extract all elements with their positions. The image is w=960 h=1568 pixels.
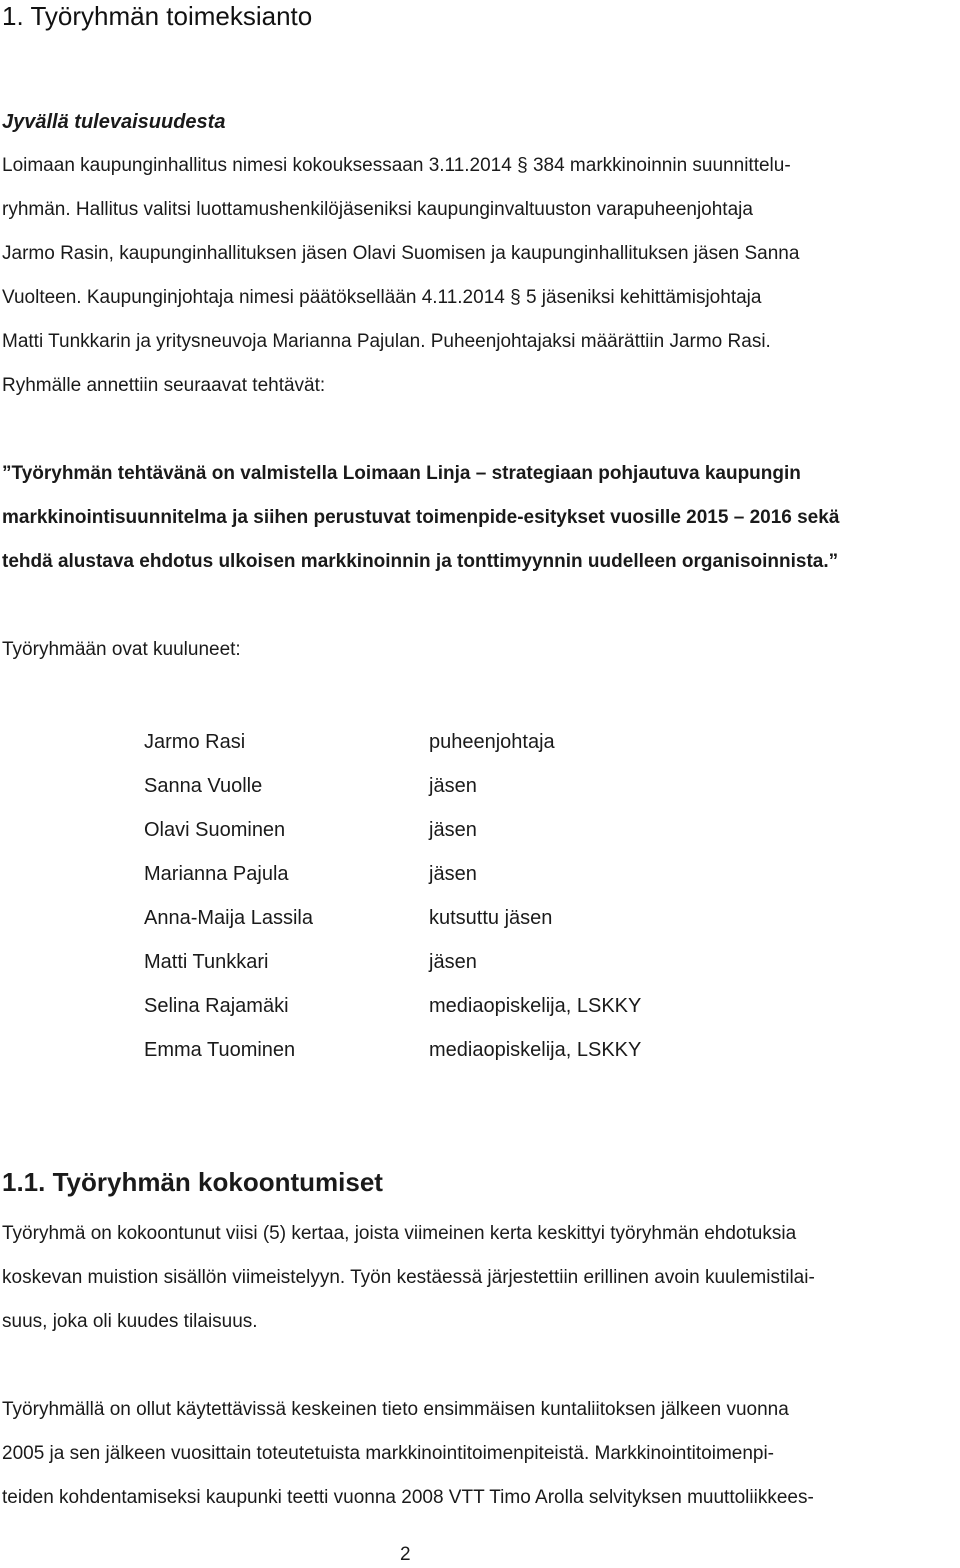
intro-line: ryhmän. Hallitus valitsi luottamushenkilöjäseniksi kaupunginvaltuuston varapuheenjohtaja bbox=[2, 199, 753, 220]
page-heading: 1. Työryhmän toimeksianto bbox=[2, 1, 313, 31]
intro-line: Matti Tunkkarin ja yritysneuvoja Marianna Pajulan. Puheenjohtajaksi määrättiin Jarmo Rasi. bbox=[2, 331, 771, 352]
member-name: Jarmo Rasi bbox=[144, 731, 246, 753]
member-role: jäsen bbox=[429, 775, 477, 797]
member-row bbox=[144, 764, 844, 808]
member-row bbox=[144, 940, 844, 984]
intro-line: Vuolteen. Kaupunginjohtaja nimesi päätöksellään 4.11.2014 § 5 jäseniksi kehittämisjohtaja bbox=[2, 287, 762, 308]
paragraph-line: 2005 ja sen jälkeen vuosittain toteutetuista markkinointitoimenpiteistä. Markkinointitoimenpi- bbox=[2, 1443, 775, 1464]
paragraph-line: koskevan muistion sisällön viimeistelyyn. Työn kestäessä järjestettiin erillinen avoin kuulemistilai- bbox=[2, 1267, 815, 1288]
intro-line: Jarmo Rasin, kaupunginhallituksen jäsen Olavi Suomisen ja kaupunginhallituksen jäsen Sanna bbox=[2, 243, 800, 264]
member-name: Matti Tunkkari bbox=[144, 951, 269, 973]
member-role: kutsuttu jäsen bbox=[429, 907, 553, 929]
member-row bbox=[144, 808, 844, 852]
intro-line: Loimaan kaupunginhallitus nimesi kokouksessaan 3.11.2014 § 384 markkinoinnin suunnittelu- bbox=[2, 155, 791, 176]
task-line: ”Työryhmän tehtävänä on valmistella Loimaan Linja – strategiaan pohjautuva kaupungin bbox=[2, 463, 801, 484]
member-row bbox=[144, 852, 844, 896]
task-line: tehdä alustava ehdotus ulkoisen markkinoinnin ja tonttimyynnin uudelleen organisoinnista.” bbox=[2, 551, 839, 572]
member-role: mediaopiskelija, LSKKY bbox=[429, 1039, 642, 1061]
member-role: jäsen bbox=[429, 863, 477, 885]
member-name: Olavi Suominen bbox=[144, 819, 286, 841]
paragraph-line: Työryhmä on kokoontunut viisi (5) kertaa, joista viimeinen kerta keskittyi työryhmän ehdotuksia bbox=[2, 1223, 797, 1244]
member-name: Sanna Vuolle bbox=[144, 775, 263, 797]
member-role: mediaopiskelija, LSKKY bbox=[429, 995, 642, 1017]
members-intro: Työryhmään ovat kuuluneet: bbox=[2, 639, 241, 660]
member-name: Marianna Pajula bbox=[144, 863, 289, 885]
member-role: jäsen bbox=[429, 819, 477, 841]
paragraph-line: suus, joka oli kuudes tilaisuus. bbox=[2, 1311, 258, 1332]
section-heading: 1.1. Työryhmän kokoontumiset bbox=[2, 1167, 383, 1197]
member-role: puheenjohtaja bbox=[429, 731, 555, 753]
task-line: markkinointisuunnitelma ja siihen perustuvat toimenpide-esitykset vuosille 2015 – 2016 sekä bbox=[2, 507, 840, 528]
member-row bbox=[144, 984, 844, 1028]
paragraph-line: Työryhmällä on ollut käytettävissä keskeinen tieto ensimmäisen kuntaliitoksen jälkeen vuonna bbox=[2, 1399, 789, 1420]
page-number: 2 bbox=[400, 1544, 411, 1565]
intro-paragraph bbox=[2, 144, 958, 408]
meetings-paragraph bbox=[2, 1212, 958, 1344]
intro-line: Ryhmälle annettiin seuraavat tehtävät: bbox=[2, 375, 326, 396]
subheading: Jyvällä tulevaisuudesta bbox=[2, 111, 226, 133]
member-role: jäsen bbox=[429, 951, 477, 973]
member-row bbox=[144, 720, 844, 764]
member-name: Anna-Maija Lassila bbox=[144, 907, 313, 929]
task-quote bbox=[2, 452, 958, 584]
paragraph-line: teiden kohdentamiseksi kaupunki teetti vuonna 2008 VTT Timo Arolla selvityksen muuttoliikkees- bbox=[2, 1487, 814, 1508]
member-name: Emma Tuominen bbox=[144, 1039, 296, 1061]
members-table bbox=[144, 720, 844, 1072]
member-name: Selina Rajamäki bbox=[144, 995, 289, 1017]
member-row bbox=[144, 1028, 844, 1072]
background-paragraph bbox=[2, 1388, 958, 1520]
member-row bbox=[144, 896, 844, 940]
